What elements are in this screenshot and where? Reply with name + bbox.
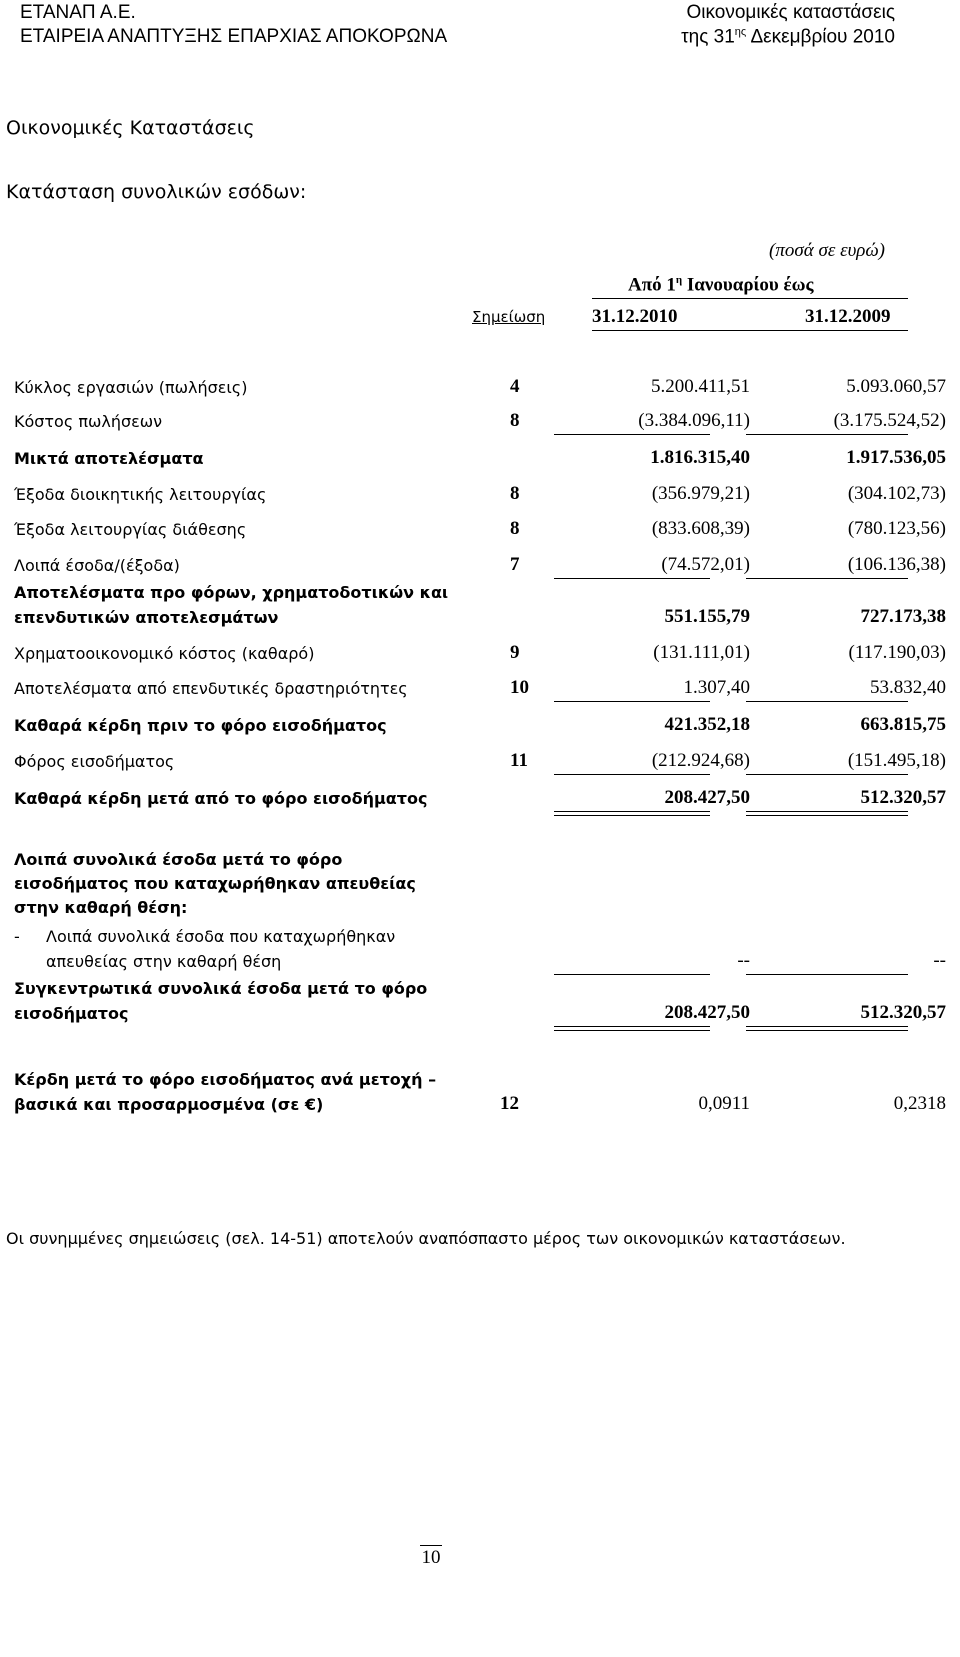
row-label: Μικτά αποτελέσματα bbox=[14, 449, 204, 468]
row-value-2010: (212.924,68) bbox=[651, 750, 750, 771]
period-header bbox=[628, 274, 814, 296]
row-value-2009: (304.102,73) bbox=[847, 483, 946, 504]
row-label: Χρηματοοικονομικό κόστος (καθαρό) bbox=[14, 644, 315, 663]
row-label: Καθαρά κέρδη πριν το φόρο εισοδήματος bbox=[14, 716, 387, 735]
row-label: Καθαρά κέρδη μετά από το φόρο εισοδήματος bbox=[14, 789, 428, 808]
row-value-2009: 727.173,38 bbox=[860, 606, 946, 627]
oci-heading-line1: Λοιπά συνολικά έσοδα μετά το φόρο bbox=[14, 850, 343, 869]
row-note: 10 bbox=[510, 677, 529, 698]
row-value-2009: 1.917.536,05 bbox=[846, 447, 946, 468]
row-value-2009: 512.320,57 bbox=[860, 787, 946, 808]
page-number: 10 bbox=[421, 1547, 441, 1568]
row-value-2010: 551.155,79 bbox=[664, 606, 750, 627]
total-double-underline-2009 bbox=[746, 811, 908, 816]
row-note: 8 bbox=[510, 518, 520, 539]
document-title: Οικονομικές καταστάσεις bbox=[686, 2, 895, 23]
period-underline bbox=[592, 298, 908, 299]
subtotal-underline-2009 bbox=[746, 774, 908, 775]
row-value-2010: 421.352,18 bbox=[664, 714, 750, 735]
col-2009-header: 31.12.2009 bbox=[805, 306, 891, 327]
subtotal-underline-2009 bbox=[746, 434, 908, 435]
row-value-2010: 1.816.315,40 bbox=[650, 447, 750, 468]
oci-item-value-2010: -- bbox=[737, 950, 750, 971]
statement-subtitle: Κατάσταση συνολικών εσόδων: bbox=[6, 181, 307, 203]
company-short-name: ΕΤΑΝΑΠ Α.Ε. bbox=[20, 2, 136, 23]
subtotal-underline-2010 bbox=[554, 774, 710, 775]
oci-total-double-underline-2010 bbox=[554, 1026, 710, 1031]
row-note: 7 bbox=[510, 554, 520, 575]
section-title: Οικονομικές Καταστάσεις bbox=[6, 117, 255, 139]
row-value-2009: 5.093.060,57 bbox=[846, 376, 946, 397]
row-label: Κύκλος εργασιών (πωλήσεις) bbox=[14, 378, 248, 397]
row-note: 8 bbox=[510, 410, 520, 431]
row-value-2009: (780.123,56) bbox=[847, 518, 946, 539]
row-value-2009: (117.190,03) bbox=[848, 642, 946, 663]
col-2010-header: 31.12.2010 bbox=[592, 306, 678, 327]
subtotal-underline-2009 bbox=[746, 578, 908, 579]
oci-item-line2: απευθείας στην καθαρή θέση bbox=[46, 952, 282, 971]
row-value-2010: (356.979,21) bbox=[651, 483, 750, 504]
row-value-2009: 53.832,40 bbox=[870, 677, 946, 698]
oci-underline-2010 bbox=[554, 974, 710, 975]
row-label: Έξοδα διοικητικής λειτουργίας bbox=[14, 485, 267, 504]
subtotal-underline-2010 bbox=[554, 701, 710, 702]
row-value-2010: 1.307,40 bbox=[683, 677, 750, 698]
row-value-2010: (833.608,39) bbox=[651, 518, 750, 539]
eps-note: 12 bbox=[500, 1093, 519, 1114]
oci-item-value-2009: -- bbox=[933, 950, 946, 971]
oci-underline-2009 bbox=[746, 974, 908, 975]
col-header-underline bbox=[592, 330, 908, 331]
row-note: 4 bbox=[510, 376, 520, 397]
oci-total-line2: εισοδήματος bbox=[14, 1004, 129, 1023]
eps-label-line1: Κέρδη μετά το φόρο εισοδήματος ανά μετοχή – bbox=[14, 1070, 437, 1089]
total-double-underline-2010 bbox=[554, 811, 710, 816]
row-label: Λοιπά έσοδα/(έξοδα) bbox=[14, 556, 180, 575]
row-label-line1: Αποτελέσματα προ φόρων, χρηματοδοτικών και bbox=[14, 583, 449, 602]
oci-total-double-underline-2009 bbox=[746, 1026, 908, 1031]
oci-total-line1: Συγκεντρωτικά συνολικά έσοδα μετά το φόρο bbox=[14, 979, 428, 998]
oci-total-value-2009: 512.320,57 bbox=[860, 1002, 946, 1023]
row-value-2010: (3.384.096,11) bbox=[638, 410, 750, 431]
row-value-2009: (106.136,38) bbox=[847, 554, 946, 575]
row-value-2010: 208.427,50 bbox=[664, 787, 750, 808]
document-date bbox=[681, 26, 895, 48]
row-value-2009: (151.495,18) bbox=[847, 750, 946, 771]
row-label: Έξοδα λειτουργίας διάθεσης bbox=[14, 520, 247, 539]
document-date-sup: ης bbox=[734, 26, 747, 38]
company-full-name: ΕΤΑΙΡΕΙΑ ΑΝΑΠΤΥΞΗΣ ΕΠΑΡΧΙΑΣ ΑΠΟΚΟΡΩΝΑ bbox=[20, 26, 448, 47]
eps-label-line2: βασικά και προσαρμοσμένα (σε €) bbox=[14, 1095, 324, 1114]
eps-value-2009: 0,2318 bbox=[893, 1093, 946, 1114]
row-value-2010: (131.111,01) bbox=[653, 642, 750, 663]
oci-item-line1: Λοιπά συνολικά έσοδα που καταχωρήθηκαν bbox=[46, 927, 396, 946]
document-date-post: Δεκεμβρίου 2010 bbox=[746, 26, 895, 48]
row-value-2009: (3.175.524,52) bbox=[833, 410, 946, 431]
footnote: Οι συνημμένες σημειώσεις (σελ. 14-51) αποτελούν αναπόσπαστο μέρος των οικονομικών καταστάσεων. bbox=[6, 1229, 846, 1248]
note-column-header: Σημείωση bbox=[472, 308, 546, 326]
row-label-line2: επενδυτικών αποτελεσμάτων bbox=[14, 608, 279, 627]
currency-note: (ποσά σε ευρώ) bbox=[769, 240, 885, 261]
subtotal-underline-2009 bbox=[746, 701, 908, 702]
period-sup: η bbox=[675, 274, 683, 286]
oci-heading-line2: εισοδήματος που καταχωρήθηκαν απευθείας bbox=[14, 874, 416, 893]
period-post: Ιανουαρίου έως bbox=[682, 274, 814, 296]
row-label: Φόρος εισοδήματος bbox=[14, 752, 175, 771]
row-value-2009: 663.815,75 bbox=[860, 714, 946, 735]
document-date-pre: της 31 bbox=[681, 26, 735, 48]
row-note: 8 bbox=[510, 483, 520, 504]
subtotal-underline-2010 bbox=[554, 578, 710, 579]
row-note: 9 bbox=[510, 642, 520, 663]
oci-item-dash: - bbox=[14, 927, 20, 946]
period-pre: Από 1 bbox=[628, 274, 676, 296]
page-number-rule bbox=[420, 1545, 442, 1546]
row-value-2010: 5.200.411,51 bbox=[650, 376, 750, 397]
oci-heading-line3: στην καθαρή θέση: bbox=[14, 898, 188, 917]
eps-value-2010: 0,0911 bbox=[698, 1093, 750, 1114]
row-label: Αποτελέσματα από επενδυτικές δραστηριότητες bbox=[14, 679, 408, 698]
row-label: Κόστος πωλήσεων bbox=[14, 412, 163, 431]
oci-total-value-2010: 208.427,50 bbox=[664, 1002, 750, 1023]
row-value-2010: (74.572,01) bbox=[661, 554, 750, 575]
row-note: 11 bbox=[510, 750, 528, 771]
subtotal-underline-2010 bbox=[554, 434, 710, 435]
